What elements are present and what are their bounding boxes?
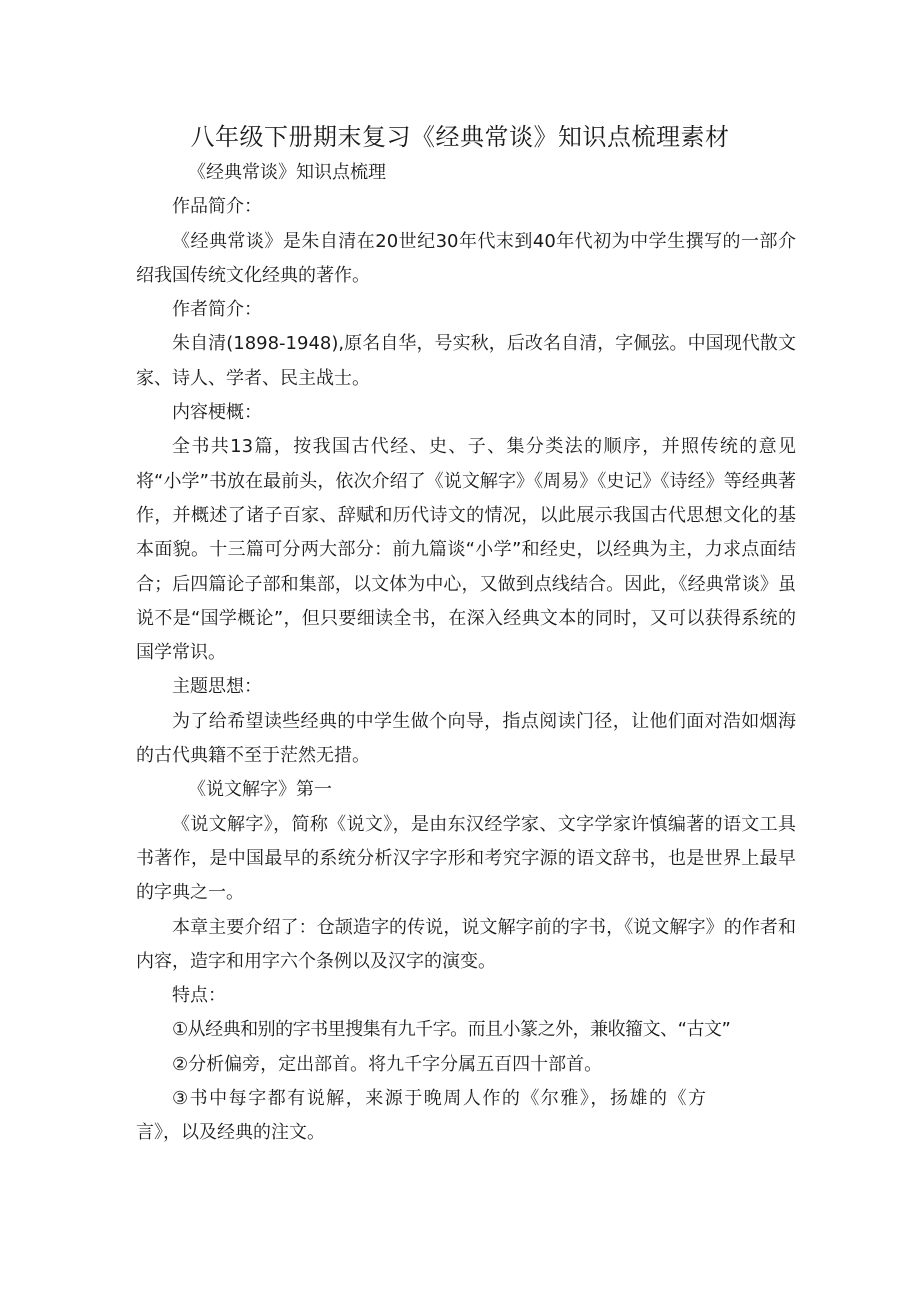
intro-label: 作品简介： bbox=[172, 196, 262, 218]
feature-item-2: ②分析偏旁，定出部首。将九千字分属五百四十部首。 bbox=[172, 1053, 603, 1075]
chapter-paragraph-2: 本章主要介绍了：仓颉造字的传说，说文解字前的字书，《说文解字》的作者和内容，造字和用字六个条例以及汉字的演变。 bbox=[136, 916, 796, 972]
theme-label: 主题思想： bbox=[172, 676, 262, 698]
feature-item-3: ③书中每字都有说解，来源于晚周人作的《尔雅》，扬雄的《方言》，以及经典的注文。 bbox=[136, 1088, 706, 1144]
intro-paragraph: 《经典常谈》是朱自清在20世纪30年代末到40年代初为中学生撰写的一部介绍我国传统文化经典的著作。 bbox=[136, 230, 796, 286]
feature-item-1: ①从经典和别的字书里搜集有九千字。而且小篆之外，兼收籀文、“古文” bbox=[172, 1019, 731, 1041]
author-label: 作者简介： bbox=[172, 299, 262, 321]
features-label: 特点： bbox=[172, 985, 226, 1007]
document-body bbox=[136, 156, 796, 1151]
summary-paragraph: 全书共13篇，按我国古代经、史、子、集分类法的顺序，并照传统的意见将“小学”书放在最前头，依次介绍了《说文解字》《周易》《史记》《诗经》等经典著作，并概述了诸子百家、辞赋和历代诗文的情况，以此展示我国古代思想文化的基本面貌。十三篇可分两大部分：前九篇谈“小学”和经史，以经典为主，力求点面结合；后四篇论子部和集部，以文体为中心，又做到点线结合。因此，《经典常谈》虽说不是“国学概论”，但只要细读全书，在深入经典文本的同时，又可以获得系统的国学常识。 bbox=[136, 436, 796, 664]
document-title: 八年级下册期末复习《经典常谈》知识点梳理素材 bbox=[190, 123, 730, 151]
summary-label: 内容梗概： bbox=[172, 402, 262, 424]
chapter-paragraph-1: 《说文解字》，简称《说文》，是由东汉经学家、文字学家许慎编著的语文工具书著作，是中国最早的系统分析汉字字形和考究字源的语文辞书，也是世界上最早的字典之一。 bbox=[136, 813, 796, 904]
author-paragraph: 朱自清(1898-1948),原名自华，号实秋，后改名自清，字佩弦。中国现代散文家、诗人、学者、民主战士。 bbox=[136, 333, 796, 389]
document-subtitle: 《经典常谈》知识点梳理 bbox=[188, 162, 386, 183]
chapter-heading: 《说文解字》第一 bbox=[188, 779, 332, 801]
theme-paragraph: 为了给希望读些经典的中学生做个向导，指点阅读门径，让他们面对浩如烟海的古代典籍不至于茫然无措。 bbox=[136, 710, 796, 767]
